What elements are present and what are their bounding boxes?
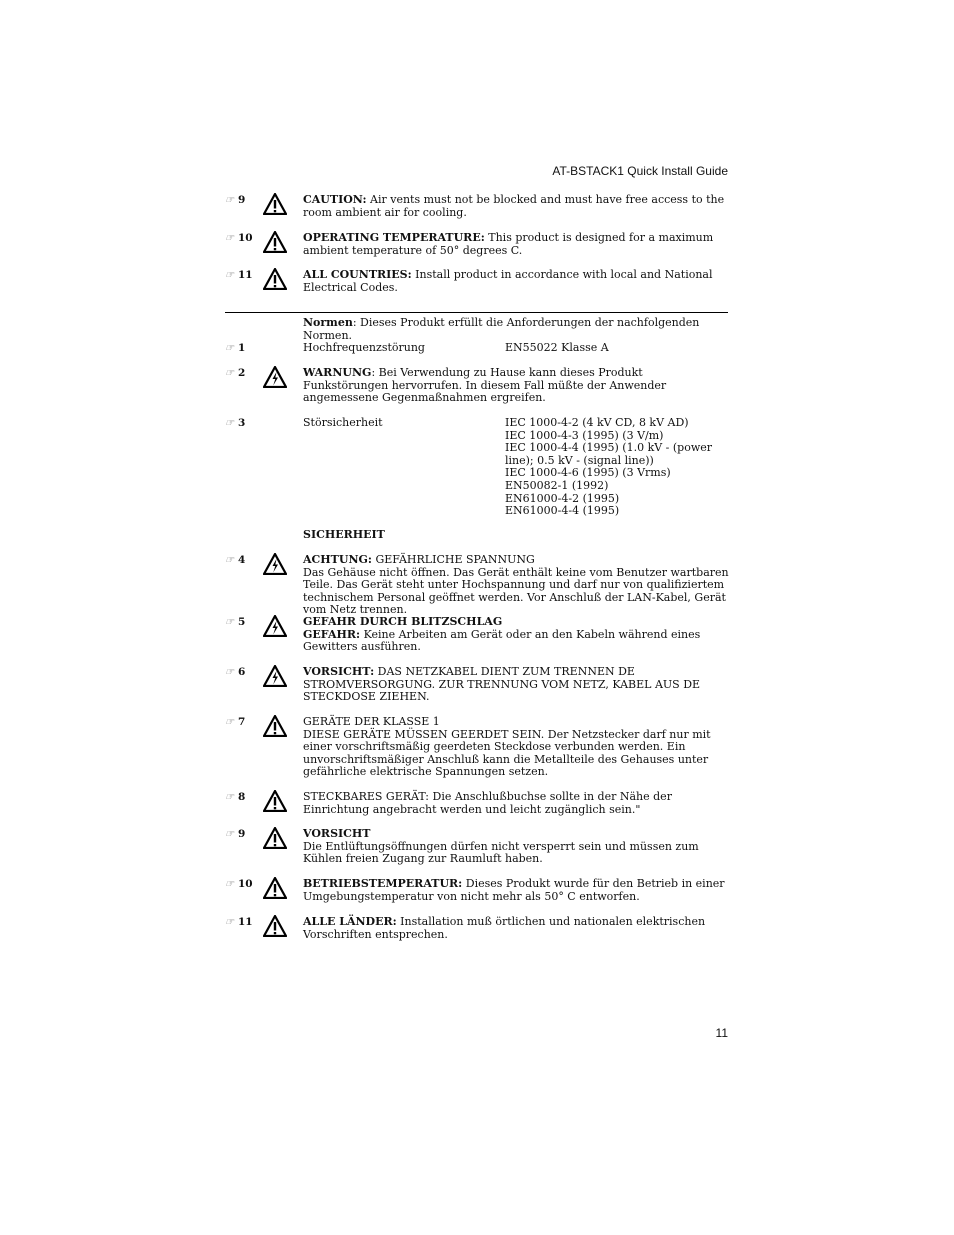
item-number: ☞ 4 — [225, 554, 246, 566]
section-divider — [225, 312, 728, 313]
lightning-warning-icon — [263, 615, 287, 637]
norm-value: IEC 1000-4-2 (4 kV CD, 8 kV AD) — [505, 416, 689, 429]
pointing-hand-icon: ☞ — [225, 195, 234, 206]
pointing-hand-icon: ☞ — [225, 418, 234, 429]
normen-label: Normen — [303, 316, 353, 329]
norm-name: Hochfrequenzstörung — [303, 341, 425, 354]
pointing-hand-icon: ☞ — [225, 270, 234, 281]
item-number: ☞ 5 — [225, 616, 246, 628]
item-number: ☞ 11 — [225, 916, 253, 928]
warning-icon — [263, 268, 287, 290]
warning-icon — [263, 827, 287, 849]
item-text: VORSICHT Die Entlüftungsöffnungen dürfen nicht versperrt sein und müssen zum Kühlen freien Zugang zur Raumluft haben. — [303, 827, 699, 866]
item-text: ALLE LÄNDER: Installation muß örtlichen und nationalen elektrischen Vorschriften entsprechen. — [303, 915, 706, 941]
pointing-hand-icon: ☞ — [225, 792, 234, 803]
item-number: ☞ 11 — [225, 269, 253, 281]
pointing-hand-icon: ☞ — [225, 343, 234, 354]
item-number: ☞ 1 — [225, 342, 246, 354]
item-number: ☞ 8 — [225, 791, 246, 803]
item-text: ALL COUNTRIES: Install product in accordance with local and National Electrical Codes. — [303, 268, 713, 294]
item-number: ☞ 10 — [225, 878, 253, 890]
pointing-hand-icon: ☞ — [225, 233, 234, 244]
lightning-warning-icon — [263, 553, 287, 575]
running-header: AT-BSTACK1 Quick Install Guide — [552, 164, 728, 178]
pointing-hand-icon: ☞ — [225, 917, 234, 928]
item-text: WARNUNG: Bei Verwendung zu Hause kann dieses Produkt Funkstörungen hervorrufen. In diesem Fall müßte der Anwender angemessene Gegenmaßnahmen ergreifen. — [303, 366, 667, 405]
warning-icon — [263, 915, 287, 937]
lightning-warning-icon — [263, 665, 287, 687]
item-text: GERÄTE DER KLASSE 1 DIESE GERÄTE MÜSSEN GEERDET SEIN. Der Netzstecker darf nur mit einer vorschriftsmäßig geerdeten Steckdose verbunden werden. Ein unvorschriftsmäßiger Anschluß kann die Metallteile des Gehauses unter gefährliche elektrische Spannungen setzen. — [303, 715, 711, 779]
item-number: ☞ 10 — [225, 232, 253, 244]
pointing-hand-icon: ☞ — [225, 829, 234, 840]
item-number: ☞ 3 — [225, 417, 246, 429]
norm-value: EN50082-1 (1992) — [505, 478, 609, 492]
page-number: 11 — [715, 1026, 728, 1040]
item-text: STECKBARES GERÄT: Die Anschlußbuchse sollte in der Nähe der Einrichtung angebracht werden und leicht zugänglich sein." — [303, 790, 672, 816]
item-number: ☞ 6 — [225, 666, 246, 678]
warning-icon — [263, 193, 287, 215]
pointing-hand-icon: ☞ — [225, 879, 234, 890]
norm-values — [505, 417, 731, 518]
pointing-hand-icon: ☞ — [225, 717, 234, 728]
norm-value: EN61000-4-2 (1995) — [505, 491, 620, 505]
norm-name: Störsicherheit — [303, 416, 383, 429]
norm-value: IEC 1000-4-4 (1995) (1.0 kV - (power line); 0.5 kV - (signal line)) — [505, 441, 713, 467]
lightning-warning-icon — [263, 366, 287, 388]
item-text: OPERATING TEMPERATURE: This product is designed for a maximum ambient temperature of 50° degrees C. — [303, 231, 714, 257]
norm-value: EN61000-4-4 (1995) — [505, 504, 620, 518]
norm-value: IEC 1000-4-3 (1995) (3 V/m) — [505, 428, 664, 442]
item-number: ☞ 9 — [225, 194, 246, 206]
item-number: ☞ 9 — [225, 828, 246, 840]
norm-value: EN55022 Klasse A — [505, 341, 609, 354]
pointing-hand-icon: ☞ — [225, 555, 234, 566]
warning-icon — [263, 231, 287, 253]
pointing-hand-icon: ☞ — [225, 667, 234, 678]
warning-icon — [263, 790, 287, 812]
item-number: ☞ 2 — [225, 367, 246, 379]
pointing-hand-icon: ☞ — [225, 368, 234, 379]
item-text: ACHTUNG: GEFÄHRLICHE SPANNUNG Das Gehäuse nicht öffnen. Das Gerät enthält keine vom Benutzer wartbaren Teile. Das Gerät steht unter Hochspannung und darf nur von qualifiziertem technischem Personal geöffnet werden. Vor Anschluß der LAN-Kabel, Gerät vom Netz trennen. — [303, 553, 729, 617]
item-text: BETRIEBSTEMPERATUR: Dieses Produkt wurde für den Betrieb in einer Umgebungstemperatur von nicht mehr als 50° C entworfen. — [303, 877, 725, 903]
warning-icon — [263, 877, 287, 899]
item-text: CAUTION: Air vents must not be blocked and must have free access to the room ambient air for cooling. — [303, 193, 725, 219]
item-number: ☞ 7 — [225, 716, 246, 728]
item-text: VORSICHT: DAS NETZKABEL DIENT ZUM TRENNEN DE STROMVERSORGUNG. ZUR TRENNUNG VOM NETZ, KABEL AUS DE STECKDOSE ZIEHEN. — [303, 665, 701, 704]
item-text: GEFAHR DURCH BLITZSCHLAG GEFAHR: Keine Arbeiten am Gerät oder an den Kabeln während eines Gewitters ausführen. — [303, 615, 701, 654]
warning-icon — [263, 715, 287, 737]
pointing-hand-icon: ☞ — [225, 617, 234, 628]
norm-value: IEC 1000-4-6 (1995) (3 Vrms) — [505, 466, 671, 480]
